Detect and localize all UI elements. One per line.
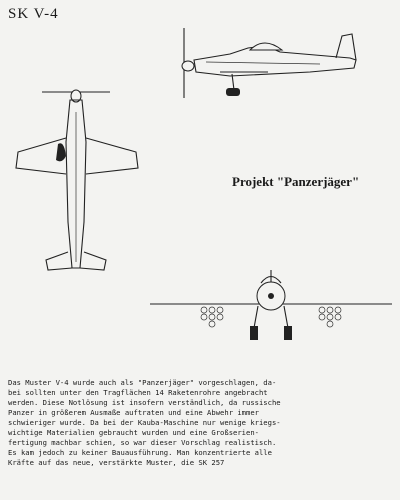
body-line: wichtige Materialien gebraucht wurden und eine Großserien- (8, 428, 259, 437)
plan-view-drawing (12, 82, 142, 292)
front-view-spinner (268, 293, 274, 299)
body-line: Es kam jedoch zu keiner Bauausführung. Man konzentrierte alle (8, 448, 272, 457)
body-line: Das Muster V-4 wurde auch als "Panzerjäger" vorgeschlagen, da- (8, 378, 277, 387)
side-view-tail-fin (336, 34, 356, 60)
body-line: werden. Diese Notlösung ist insofern verständlich, da russische (8, 398, 281, 407)
side-view-spinner (182, 61, 194, 71)
project-caption: Projekt "Panzerjäger" (232, 174, 360, 189)
side-view-wheel-fairing (226, 88, 240, 96)
side-view-panel-line (206, 62, 320, 64)
plan-view-aircraft (16, 90, 138, 270)
plan-view-wing (16, 138, 138, 174)
body-line: Kräfte auf das neue, verstärkte Muster, die SK 257 (8, 458, 225, 467)
body-line: bei sollten unter den Tragflächen 14 Raketenrohre angebracht (8, 388, 268, 397)
side-view-drawing (170, 26, 370, 104)
side-view-fuselage (182, 28, 356, 98)
body-line: Panzer in größerem Ausmaße auftraten und eine Abwehr immer (8, 408, 259, 417)
body-line: fertigung machbar schien, so war dieser Vorschlag realistisch. (8, 438, 277, 447)
front-view-drawing (146, 266, 396, 346)
side-view-canopy (250, 43, 282, 50)
body-line: schwieriger wurde. Da bei der Kauba-Maschine nur wenige kriegs- (8, 418, 281, 427)
description-paragraph (8, 378, 396, 468)
front-view-rocket-tubes-left (201, 307, 223, 327)
front-view-wheel-right (284, 326, 292, 340)
front-view-aircraft (150, 270, 392, 340)
plan-view-wing-marking (56, 143, 66, 161)
front-view-rocket-tubes-right (319, 307, 341, 327)
front-view-wheel-left (250, 326, 258, 340)
page-title: SK V-4 (8, 6, 59, 22)
